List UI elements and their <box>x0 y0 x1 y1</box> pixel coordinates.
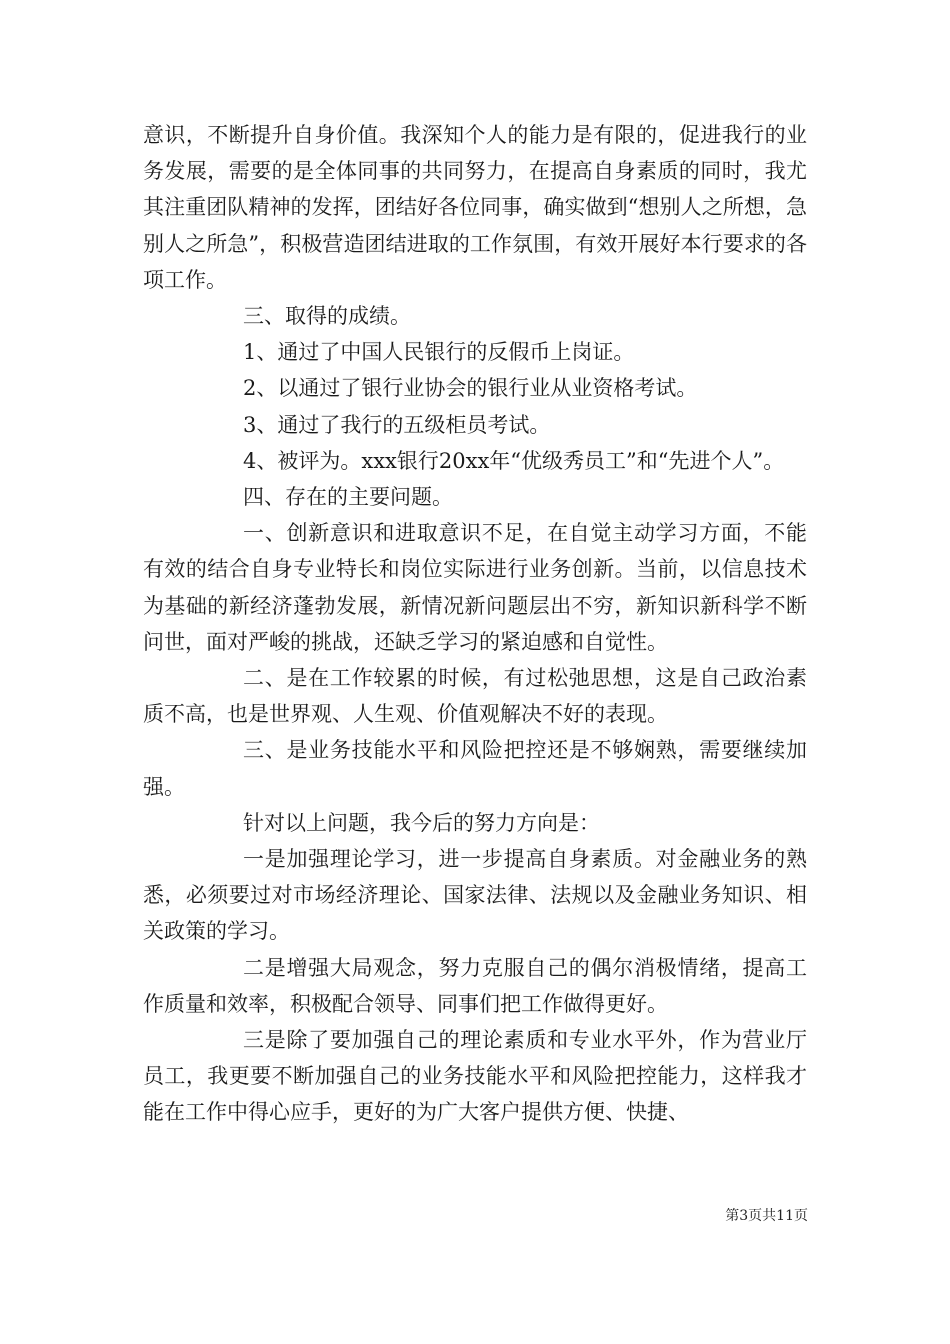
improvement-item-3: 三是除了要加强自己的理论素质和专业水平外，作为营业厅员工，我更要不断加强自己的业务技能水平和风险把控能力，这样我才能在工作中得心应手，更好的为广大客户提供方便、快捷、 <box>143 1028 807 1125</box>
achievement-item-2: 2、以通过了银行业协会的银行业从业资格考试。 <box>243 376 698 401</box>
problem-item-2: 二、是在工作较累的时候，有过松弛思想，这是自己政治素质不高，也是世界观、人生观、价值观解决不好的表现。 <box>143 666 807 727</box>
problem-item-1: 一、创新意识和进取意识不足，在自觉主动学习方面，不能有效的结合自身专业特长和岗位实际进行业务创新。当前，以信息技术为基础的新经济蓬勃发展，新情况新问题层出不穷，新知识新科学不断问世，面对严峻的挑战，还缺乏学习的紧迫感和自觉性。 <box>143 521 807 654</box>
improvement-intro: 针对以上问题，我今后的努力方向是： <box>243 810 600 835</box>
achievement-item-3: 3、通过了我行的五级柜员考试。 <box>243 412 551 437</box>
achievement-item-4: 4、被评为。xxx银行20xx年“优级秀员工”和“先进个人”。 <box>243 448 785 473</box>
problem-item-3: 三、是业务技能水平和风险把控还是不够娴熟，需要继续加强。 <box>143 738 807 799</box>
section-heading-problems: 四、存在的主要问题。 <box>243 485 453 510</box>
improvement-item-1: 一是加强理论学习，进一步提高自身素质。对金融业务的熟悉，必须要过对市场经济理论、国家法律、法规以及金融业务知识、相关政策的学习。 <box>143 847 807 944</box>
paragraph-continuation: 意识，不断提升自身价值。我深知个人的能力是有限的，促进我行的业务发展，需要的是全体同事的共同努力，在提高自身素质的同时，我尤其注重团队精神的发挥，团结好各位同事，确实做到“想别人之所想，急别人之所急”，积极营造团结进取的工作氛围，有效开展好本行要求的各项工作。 <box>143 123 807 292</box>
page-number-footer: 第3页共11页 <box>725 1208 808 1224</box>
achievement-item-1: 1、通过了中国人民银行的反假币上岗证。 <box>243 340 635 365</box>
document-body <box>143 117 807 1131</box>
section-heading-achievements: 三、取得的成绩。 <box>243 304 411 329</box>
improvement-item-2: 二是增强大局观念，努力克服自己的偶尔消极情绪，提高工作质量和效率，积极配合领导、同事们把工作做得更好。 <box>143 955 807 1016</box>
